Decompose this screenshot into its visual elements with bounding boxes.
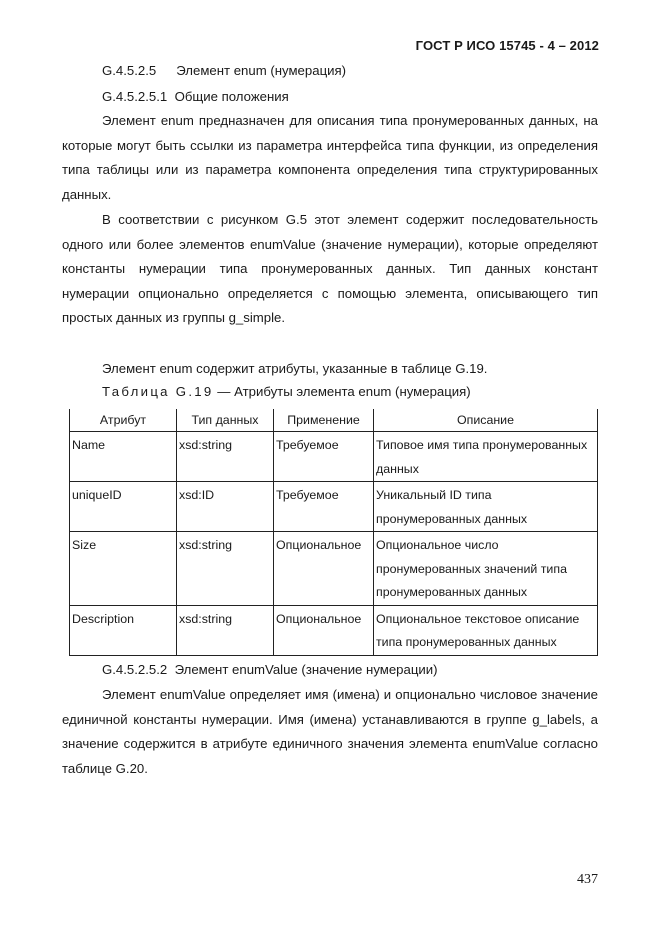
section-heading-g452251 [102,87,289,107]
paragraph-enum-purpose: Элемент enum предназначен для описания типа пронумерованных данных, на которые могут быть ссылки из параметра интерфейса типа функции, из определения типа таблицы или из параметра компонента определения типа структурированных данных. [62,113,598,202]
section-number: G.4.5.2.5 [102,63,157,78]
cell-datatype: xsd:ID [177,482,274,532]
cell-description: Уникальный ID типа пронумерованных данных [374,482,598,532]
page-number: 437 [577,872,598,887]
cell-usage: Требуемое [274,432,374,482]
cell-description: Опциональное текстовое описание типа пронумерованных данных [374,605,598,655]
column-header-attribute: Атрибут [70,409,177,432]
attributes-table [69,409,598,656]
cell-description: Типовое имя типа пронумерованных данных [374,432,598,482]
paragraph-enumvalue-description: Элемент enumValue определяет имя (имена) и опционально числовое значение единичной константы нумерации. Имя (имена) устанавливаются в группе g_labels, а значение содержится в атрибуте единичного значения элемента enumValue согласно таблице G.20. [62,687,598,776]
section-number: G.4.5.2.5.2 [102,662,168,677]
cell-attribute: uniqueID [70,482,177,532]
table-row [70,482,598,532]
section-heading-g452252 [102,660,438,680]
section-title: Общие положения [174,89,289,104]
cell-usage: Опциональное [274,605,374,655]
cell-attribute: Description [70,605,177,655]
column-header-datatype: Тип данных [177,409,274,432]
document-code-header: ГОСТ Р ИСО 15745 - 4 – 2012 [415,38,599,53]
table-header-row [70,409,598,432]
section-title: Элемент enumValue (значение нумерации) [174,662,438,677]
paragraph-enum-content: В соответствии с рисунком G.5 этот элемент содержит последовательность одного или более элементов enumValue (значение нумерации), которые определяют константы нумерации типа пронумерованных данных. Тип данных констант нумерации опционально определяется с помощью элемента, описывающего тип простых данных из группы g_simple. [62,212,598,326]
cell-attribute: Name [70,432,177,482]
column-header-description: Описание [374,409,598,432]
column-header-usage: Применение [274,409,374,432]
table-row [70,605,598,655]
section-title: Элемент enum (нумерация) [176,63,347,78]
table-row [70,432,598,482]
paragraph-enum-attributes: Элемент enum содержит атрибуты, указанные в таблице G.19. [102,361,488,376]
section-heading-g45225 [102,61,346,81]
cell-description: Опциональное число пронумерованных значений типа пронумерованных данных [374,532,598,606]
cell-datatype: xsd:string [177,605,274,655]
section-number: G.4.5.2.5.1 [102,89,168,104]
cell-datatype: xsd:string [177,532,274,606]
table-caption [102,384,471,399]
table-row [70,532,598,606]
cell-attribute: Size [70,532,177,606]
table-caption-label: Таблица G.19 [102,384,214,399]
cell-usage: Опциональное [274,532,374,606]
table-caption-text: — Атрибуты элемента enum (нумерация) [213,384,471,399]
cell-datatype: xsd:string [177,432,274,482]
cell-usage: Требуемое [274,482,374,532]
